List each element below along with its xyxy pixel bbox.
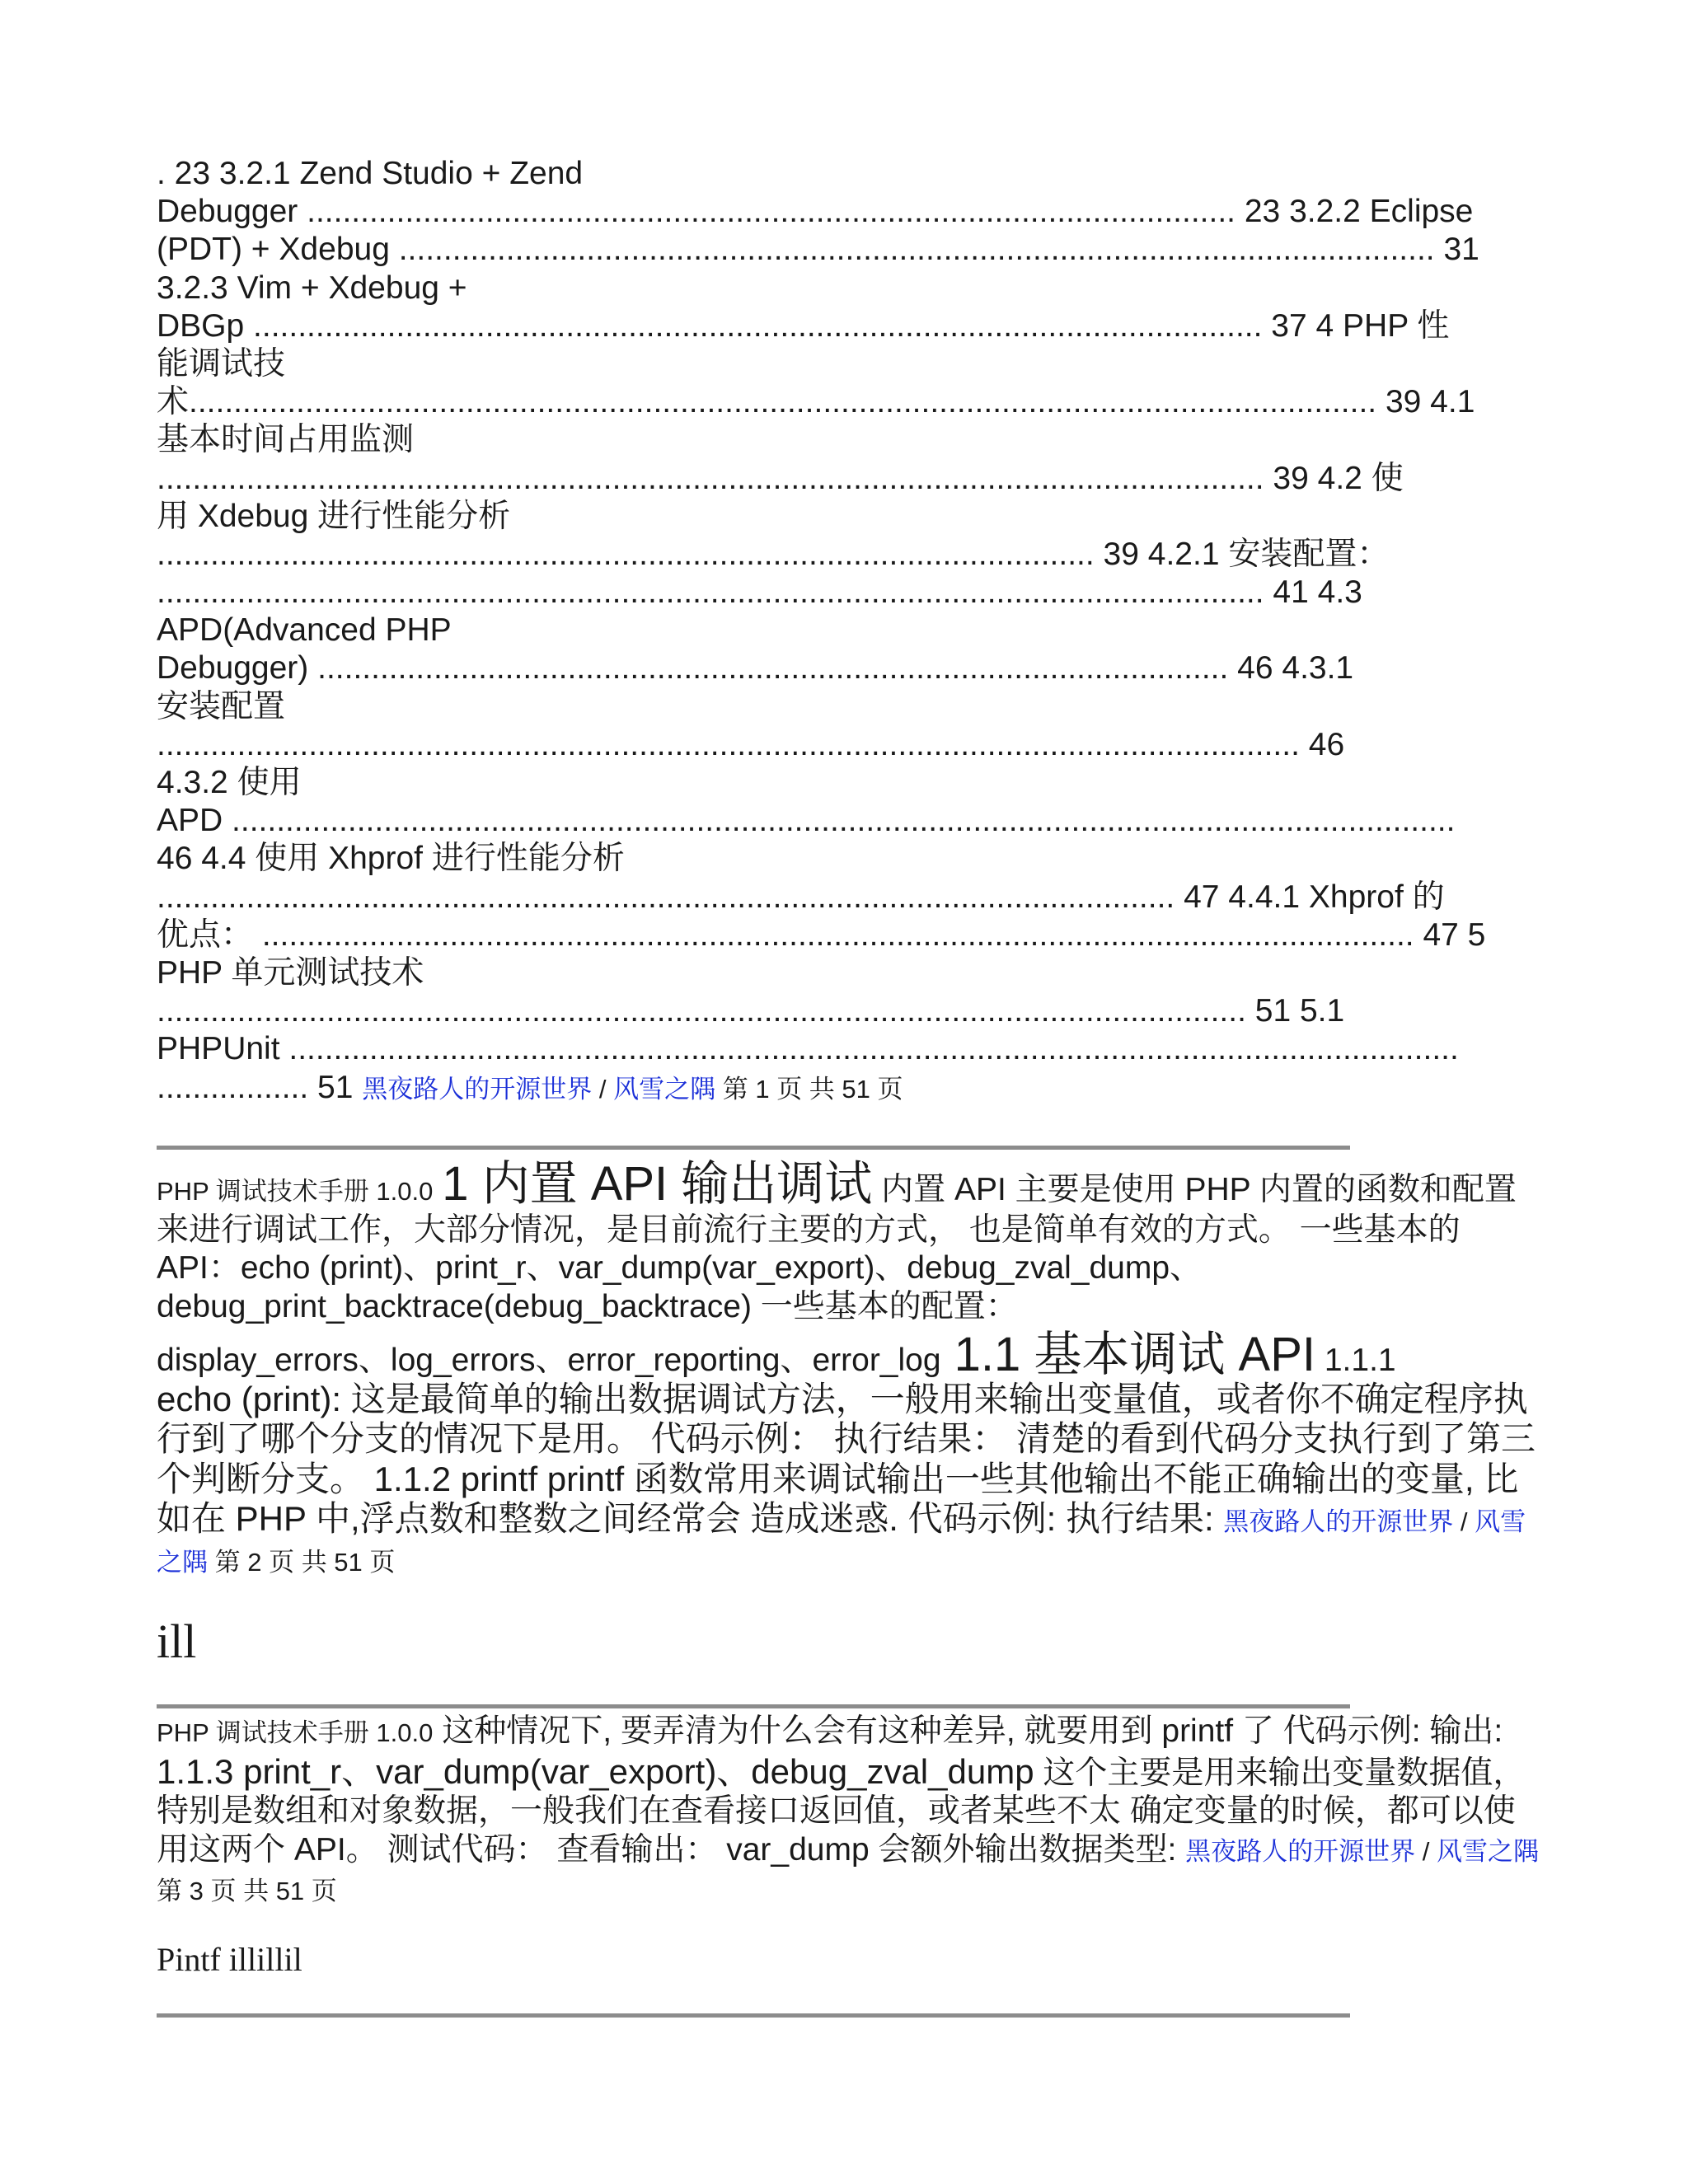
toc-line: 能调试技 xyxy=(157,345,286,382)
toc-line: . 23 3.2.1 Zend Studio + Zend xyxy=(157,156,584,191)
toc-line: ............................................................................................................................ 39 4.2 使 xyxy=(157,460,1404,496)
toc-line: 用 Xdebug 进行性能分析 xyxy=(157,498,511,534)
footer-link-blog[interactable]: 黑夜路人的开源世界 xyxy=(1223,1507,1454,1536)
subsection-heading: 1.1.3 print_r、var_dump(var_export)、debug_zval_dump xyxy=(157,1751,1034,1791)
footer-link-blog[interactable]: 黑夜路人的开源世界 xyxy=(1185,1836,1416,1866)
toc-last-prefix: ................. 51 xyxy=(157,1069,363,1105)
table-of-contents xyxy=(157,155,1541,1107)
subsection-heading: 1.1.2 printf xyxy=(373,1459,538,1498)
toc-line: ......................................................................................................... 39 4.2.1 安装配置： xyxy=(157,536,1390,572)
toc-line: DBGp ................................................................................................................. 37 4 PHP 性 xyxy=(157,307,1450,344)
toc-line: 安装配置 xyxy=(157,688,286,724)
toc-line: 优点： ................................................................................................................................. 47 5 xyxy=(157,916,1486,953)
toc-line: 46 4.4 使用 Xhprof 进行性能分析 xyxy=(157,841,625,877)
page-number: 第 3 页 共 51 页 xyxy=(157,1877,337,1905)
toc-line: .................................................................................................................. 47 4.4.1 Xhprof 的 xyxy=(157,879,1445,915)
footer-link-site[interactable]: 风雪之隅 xyxy=(1436,1836,1539,1866)
page-divider xyxy=(157,1146,1350,1150)
body-text: 内置 API 主要是使用 PHP 内置的函数和配置来进行调试工作，大部分情况，是目前流行主要的方式， 也是简单有效的方式。 一些基本的 API：echo (print)、print_r、var_dump(var_export)、debug_zval_dump、debug_print_backtrace(debug_backtrace) 一些基本的配置： xyxy=(157,1172,1517,1324)
toc-line: Debugger) ...................................................................................................... 46 4.3.1 xyxy=(157,650,1354,687)
page-divider xyxy=(157,1704,1350,1708)
page-number: 第 1 页 共 51 页 xyxy=(715,1074,903,1104)
image-placeholder-text: ill xyxy=(157,1615,197,1668)
footer-link-blog[interactable]: 黑夜路人的开源世界 xyxy=(362,1074,593,1104)
footer-separator: / xyxy=(1453,1507,1475,1536)
toc-line: PHP 单元测试技术 xyxy=(157,954,424,991)
toc-line: 3.2.3 Vim + Xdebug + xyxy=(157,269,467,306)
toc-line: APD ......................................................................................................................................... xyxy=(157,803,1456,839)
toc-line: APD(Advanced PHP xyxy=(157,612,452,649)
toc-line: .......................................................................................................................... 51 5.1 xyxy=(157,993,1345,1029)
running-header: PHP 调试技术手册 1.0.0 xyxy=(157,1177,434,1206)
toc-line: 4.3.2 使用 xyxy=(157,765,302,800)
footer-separator: / xyxy=(592,1074,614,1104)
page-3-content xyxy=(157,1713,1541,1911)
toc-line: PHPUnit ................................................................................................................................... xyxy=(157,1031,1459,1067)
page-divider xyxy=(157,2013,1350,2018)
page-number: 第 2 页 共 51 页 xyxy=(208,1547,396,1577)
footer-separator: / xyxy=(1415,1836,1437,1866)
body-text: echo (print): 这是最简单的输出数据调试方法，一般用来输出变量值，或者你不确定程序执行到了哪个分支的情况下是用。 代码示例： 执行结果： 清楚的看到代码分支执行到了第三个判断分支。 xyxy=(157,1379,1536,1498)
body-text: printf 函数常用来调试输出一些其他输出不能正确输出的变量, 比如在 PHP 中,浮点数和整数之间经常会 造成迷惑. 代码示例: 执行结果: xyxy=(157,1459,1519,1538)
subsection-number: 1.1.1 xyxy=(1315,1343,1396,1378)
config-list: display_errors、log_errors、error_reporting、error_log xyxy=(157,1343,941,1378)
toc-last-line xyxy=(157,1069,1541,1107)
toc-line: 术..................................................................................................................................... 39 4.1 xyxy=(157,384,1475,420)
toc-line: 基本时间占用监测 xyxy=(157,422,415,458)
footer-link-site[interactable]: 风雪之隅 xyxy=(157,1507,1526,1577)
body-text: 这种情况下, 要弄清为什么会有这种差异, 就要用到 printf 了 代码示例: 输出: xyxy=(433,1713,1503,1749)
page-2-content xyxy=(157,1157,1541,1582)
running-header: PHP 调试技术手册 1.0.0 xyxy=(157,1718,434,1747)
toc-line: ............................................................................................................................ 41 4.3 xyxy=(157,574,1362,611)
toc-line: ................................................................................................................................ 46 xyxy=(157,726,1345,762)
toc-line: (PDT) + Xdebug .................................................................................................................... 31 xyxy=(157,232,1479,268)
image-placeholder-text: Pintf illillil xyxy=(157,1941,302,1978)
section-heading: 1.1 基本调试 API xyxy=(940,1328,1316,1381)
footer-link-site[interactable]: 风雪之隅 xyxy=(613,1074,716,1104)
body-text: 这个主要是用来输出变量数据值，特别是数组和对象数据，一般我们在查看接口返回值，或者某些不太 确定变量的时候，都可以使用这两个 API。 测试代码： 查看输出： var_dump 会额外输出数据类型: xyxy=(157,1755,1526,1868)
toc-line: Debugger ........................................................................................................ 23 3.2.2 Eclipse xyxy=(157,194,1474,230)
section-heading: 1 内置 API 输出调试 xyxy=(442,1157,873,1211)
